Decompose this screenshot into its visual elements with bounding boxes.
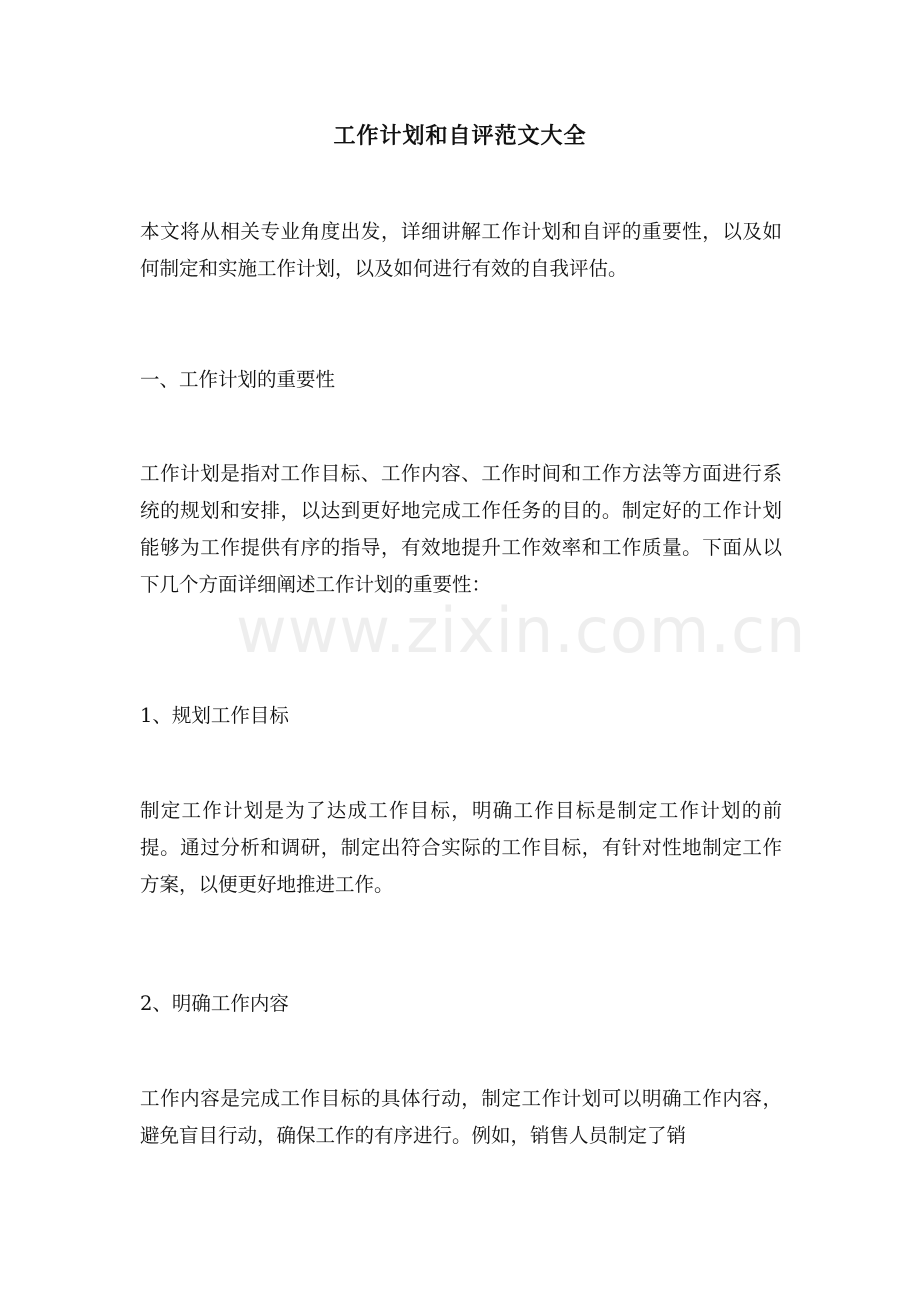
document-title: 工作计划和自评范文大全 — [333, 123, 587, 149]
watermark: www.zixin.com.cn — [236, 594, 807, 667]
section-1-paragraph: 工作计划是指对工作目标、工作内容、工作时间和工作方法等方面进行系统的规划和安排，以达到更好地完成工作任务的目的。制定好的工作计划能够为工作提供有序的指导，有效地提升工作效率和工作质量。下面从以下几个方面详细阐述工作计划的重要性： — [140, 462, 782, 596]
item-1-paragraph: 制定工作计划是为了达成工作目标，明确工作目标是制定工作计划的前提。通过分析和调研，制定出符合实际的工作目标，有针对性地制定工作方案，以便更好地推进工作。 — [140, 799, 782, 896]
item-2-paragraph: 工作内容是完成工作目标的具体行动，制定工作计划可以明确工作内容，避免盲目行动，确保工作的有序进行。例如，销售人员制定了销 — [140, 1087, 782, 1147]
intro-paragraph: 本文将从相关专业角度出发，详细讲解工作计划和自评的重要性，以及如何制定和实施工作计划，以及如何进行有效的自我评估。 — [140, 220, 782, 280]
item-2-heading: 2、明确工作内容 — [140, 992, 289, 1015]
section-1-heading: 一、工作计划的重要性 — [140, 368, 336, 391]
item-1-heading: 1、规划工作目标 — [140, 704, 289, 727]
